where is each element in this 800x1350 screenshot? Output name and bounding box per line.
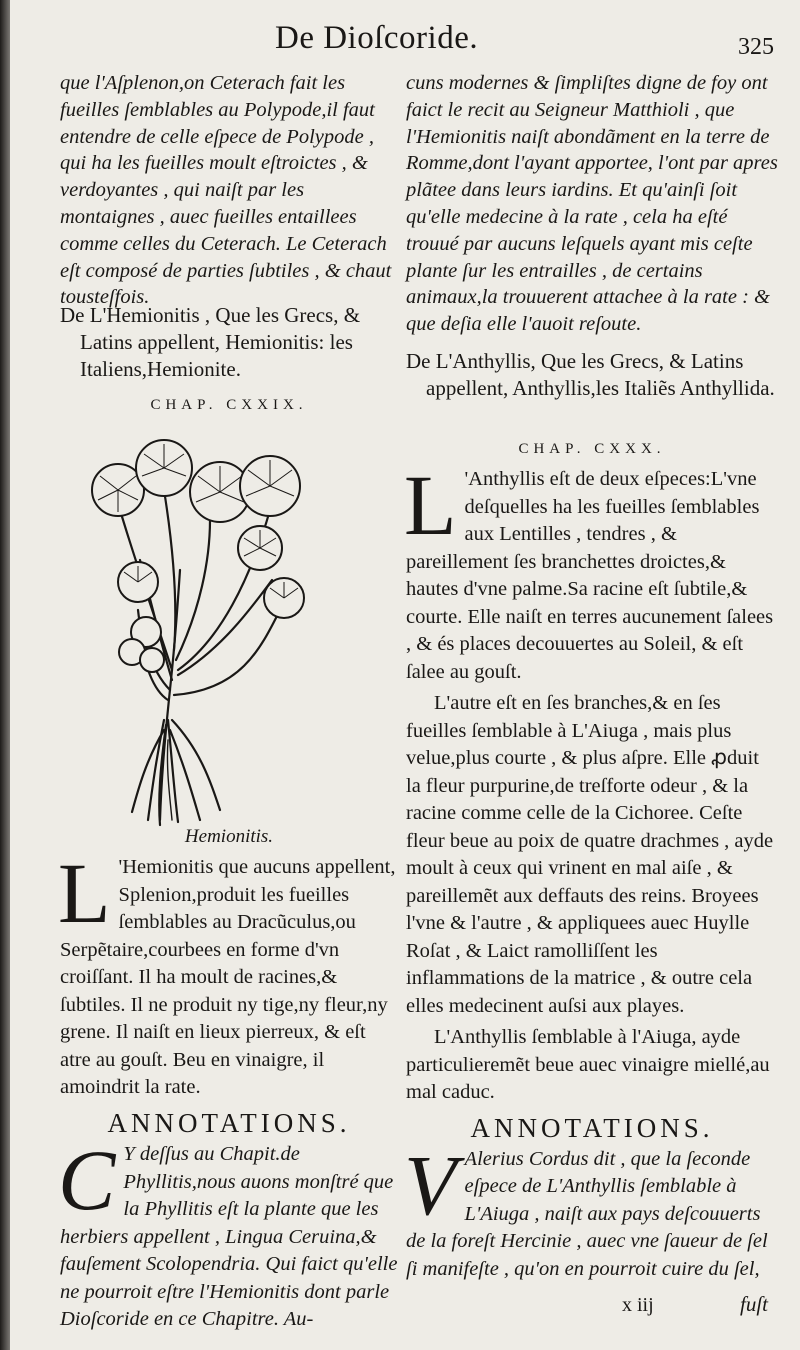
right-continuation-paragraph: cuns modernes & ſimpliſtes digne de foy ont faict le recit au Seigneur Matthioli , que l'Hemionitis naiſt abondãment en la terre de Romme,dont l'ayant apportee, l'ont par apres plãtee dans leurs iardins. Et qu'ainſi ſoit qu'elle medecine à la rate , cela ha eſté trouué par aucuns leſquels ayant mis ceſte plante ſur les entrailles , de certains animaux,la trouuerent attachee à la rate : & que deſia elle l'auoit reſoute. <box>406 72 778 336</box>
anthyllis-description <box>404 457 778 686</box>
signature-mark: x iij <box>622 1294 654 1316</box>
hemionitis-description-text: 'Hemionitis que aucuns appellent, Splenion,produit les fueilles ſemblables au Dracũculus,ou Serpẽtaire,courbees en forme d'vn croiſſant. Il ha moult de racines,& ſubtiles. Il ne produit ny tige,ny fleur,ny grene. Il naiſt en lieux pierreux, & eſt atre au gouſt. Beu en vinaigre, il amoindrit la rate. <box>60 856 396 1098</box>
left-continuation-paragraph: que l'Aſplenon,on Ceterach fait les fueilles ſemblables au Polypode,il faut entendre de celle eſpece de Polypode , qui ha les fueilles moult eſtroictes , & verdoyantes , qui naiſt par les montaignes , auec fueilles entaillees comme celles du Ceterach. Le Ceterach eſt composé de parties ſubtiles , & chaut tousteſfois. <box>60 72 392 309</box>
annotations-text-right-body: Alerius Cordus dit , que la ſeconde eſpece de L'Anthyllis ſemblable à L'Aiuga , naiſt aux pays deſcouuerts de la foreſt Hercinie , auec vne ſaueur de ſel ſi manifeſte , qu'on en pourroit cuire du ſel, <box>406 1147 768 1280</box>
anthyllis-paragraph-3: L'Anthyllis ſemblable à l'Aiuga, ayde particulieremẽt beue auec vinaigre miellé,au mal caduc. <box>406 1026 770 1103</box>
drop-cap-c: C <box>58 1132 116 1228</box>
catchword: fuſt <box>740 1292 769 1316</box>
chapter-heading-anthyllis: De L'Anthyllis, Que les Grecs, & Latins appellent, Anthyllis,les Italiẽs Anthyllida. <box>406 349 775 400</box>
anthyllis-description-text: 'Anthyllis eſt de deux eſpeces:L'vne deſquelles ha les fueilles ſemblables aux Lentilles , tendres , & pareillement ſes branchettes droictes,& hautes d'vne palme.Sa racine eſt ſubtile,& courte. Elle naiſt en terres aucunement ſalees , & és places decouuertes au Soleil, & eſt ſalee au gouſt. <box>406 468 774 683</box>
annotations-heading-right: ANNOTATIONS. <box>470 1112 714 1143</box>
hemionitis-description <box>58 845 398 1102</box>
chapter-number-130: CHAP. CXXX. <box>518 441 666 457</box>
drop-cap-l-right: L <box>404 457 457 553</box>
book-page <box>10 0 800 1350</box>
annotations-heading-left: ANNOTATIONS. <box>107 1108 351 1138</box>
figure-caption: Hemionitis. <box>184 826 274 847</box>
drop-cap-v: V <box>404 1136 457 1233</box>
hemionitis-woodcut <box>60 420 398 830</box>
left-column <box>60 70 398 1334</box>
drop-cap-l: L <box>58 845 111 941</box>
annotations-text-left-body: Y deſſus au Chapit.de Phyllitis,nous auons monſtré que la Phyllitis eſt la plante que les herbiers appellent , Lingua Ceruina,& fauſement Scolopendria. Qui faict qu'elle ne pourroit eſtre l'Hemionitis dont parle Dioſcoride en ce Chapitre. Au- <box>60 1143 398 1330</box>
anthyllis-paragraph-2: L'autre eſt en ſes branches,& en ſes fueilles ſemblable à L'Aiuga , mais plus velue,plus courte , & plus aſpre. Elle ꝓduit la fleur purpurine,de treſforte odeur , & la racine comme celle de la Cichoree. Ceſte fleur beue au poix de quatre drachmes , ayde moult à ceux qui vrinent en mal aiſe , & pareillemẽt aux deffauts des reins. Broyees l'vne & l'autre , & appliquees auec Huylle Roſat , & Laict ramolliſſent les inflammations de la matrice , & outre cela elles medecinent auſsi aux playes. <box>406 692 774 1017</box>
chapter-heading-hemionitis: De L'Hemionitis , Que les Grecs, & Latins appellent, Hemionitis: les Italiens,Hemionite. <box>60 303 361 381</box>
annotations-text-right <box>404 1136 778 1284</box>
chapter-number-129: CHAP. CXXIX. <box>150 397 308 413</box>
running-head: De Dioſcoride. <box>275 20 479 56</box>
page-gutter-shadow <box>0 0 10 1350</box>
right-column <box>406 70 778 1283</box>
page-number: 325 <box>738 34 774 60</box>
plant-illustration-icon <box>60 420 398 830</box>
annotations-text-left <box>58 1132 398 1334</box>
